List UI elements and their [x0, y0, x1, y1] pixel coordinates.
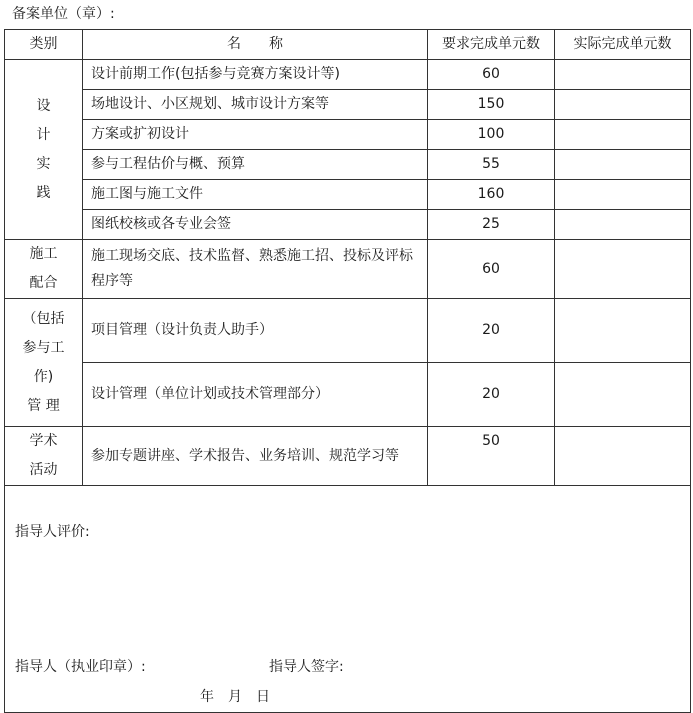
item-required: 55 — [428, 150, 555, 180]
category-char: 实 — [36, 155, 51, 172]
item-required: 50 — [428, 427, 555, 486]
item-name: 图纸校核或各专业会签 — [83, 210, 428, 240]
column-header-category: 类别 — [5, 30, 83, 60]
category-char: 配合 — [29, 275, 58, 291]
item-actual[interactable] — [555, 240, 691, 299]
table-row — [5, 120, 691, 150]
category-construction-coordination — [5, 240, 83, 299]
item-actual[interactable] — [555, 363, 691, 427]
table-header-row — [5, 30, 691, 60]
item-name: 方案或扩初设计 — [83, 120, 428, 150]
table-row — [5, 150, 691, 180]
item-name: 参加专题讲座、学术报告、业务培训、规范学习等 — [83, 427, 428, 486]
category-char: 设 — [36, 97, 51, 114]
category-academic-activities — [5, 427, 83, 486]
table-row — [5, 240, 691, 299]
filing-unit-label: 备案单位（章）: — [12, 6, 115, 22]
table-row — [5, 427, 691, 486]
category-char: 作) — [33, 368, 54, 385]
item-required: 150 — [428, 90, 555, 120]
category-char: 管 理 — [27, 397, 60, 414]
item-actual[interactable] — [555, 210, 691, 240]
item-actual[interactable] — [555, 299, 691, 363]
category-char: （包括 — [22, 310, 65, 327]
item-required: 100 — [428, 120, 555, 150]
item-required: 20 — [428, 363, 555, 427]
item-actual[interactable] — [555, 180, 691, 210]
advisor-signature-label: 指导人签字: — [269, 659, 344, 675]
evaluation-row — [5, 486, 691, 713]
category-char: 学术 — [29, 433, 58, 449]
date-label: 年 月 日 — [200, 689, 270, 705]
category-management — [5, 299, 83, 427]
item-name: 场地设计、小区规划、城市设计方案等 — [83, 90, 428, 120]
item-actual[interactable] — [555, 60, 691, 90]
category-char: 参与工 — [22, 339, 65, 356]
category-char: 践 — [36, 184, 51, 201]
item-required: 20 — [428, 299, 555, 363]
item-name: 施工图与施工文件 — [83, 180, 428, 210]
item-name: 施工现场交底、技术监督、熟悉施工招、投标及评标程序等 — [83, 240, 428, 299]
item-required: 60 — [428, 240, 555, 299]
table-row — [5, 180, 691, 210]
item-actual[interactable] — [555, 150, 691, 180]
item-actual[interactable] — [555, 427, 691, 486]
item-actual[interactable] — [555, 90, 691, 120]
table-row — [5, 210, 691, 240]
category-char: 计 — [36, 126, 51, 143]
item-name: 参与工程估价与概、预算 — [83, 150, 428, 180]
item-name: 设计管理（单位计划或技术管理部分） — [83, 363, 428, 427]
column-header-required: 要求完成单元数 — [428, 30, 555, 60]
category-char: 施工 — [29, 246, 58, 262]
evaluation-section[interactable] — [5, 486, 691, 713]
table-row — [5, 363, 691, 427]
category-design-practice — [5, 60, 83, 240]
evaluation-title: 指导人评价: — [15, 524, 90, 540]
item-required: 60 — [428, 60, 555, 90]
item-required: 25 — [428, 210, 555, 240]
item-actual[interactable] — [555, 120, 691, 150]
item-name: 设计前期工作(包括参与竞赛方案设计等) — [83, 60, 428, 90]
requirements-table — [4, 29, 691, 713]
item-name: 项目管理（设计负责人助手） — [83, 299, 428, 363]
column-header-name: 名 称 — [83, 30, 428, 60]
category-char: 活动 — [29, 462, 58, 478]
advisor-seal-label: 指导人（执业印章）: — [15, 659, 146, 675]
table-row — [5, 90, 691, 120]
item-required: 160 — [428, 180, 555, 210]
table-row — [5, 60, 691, 90]
column-header-actual: 实际完成单元数 — [555, 30, 691, 60]
table-row — [5, 299, 691, 363]
